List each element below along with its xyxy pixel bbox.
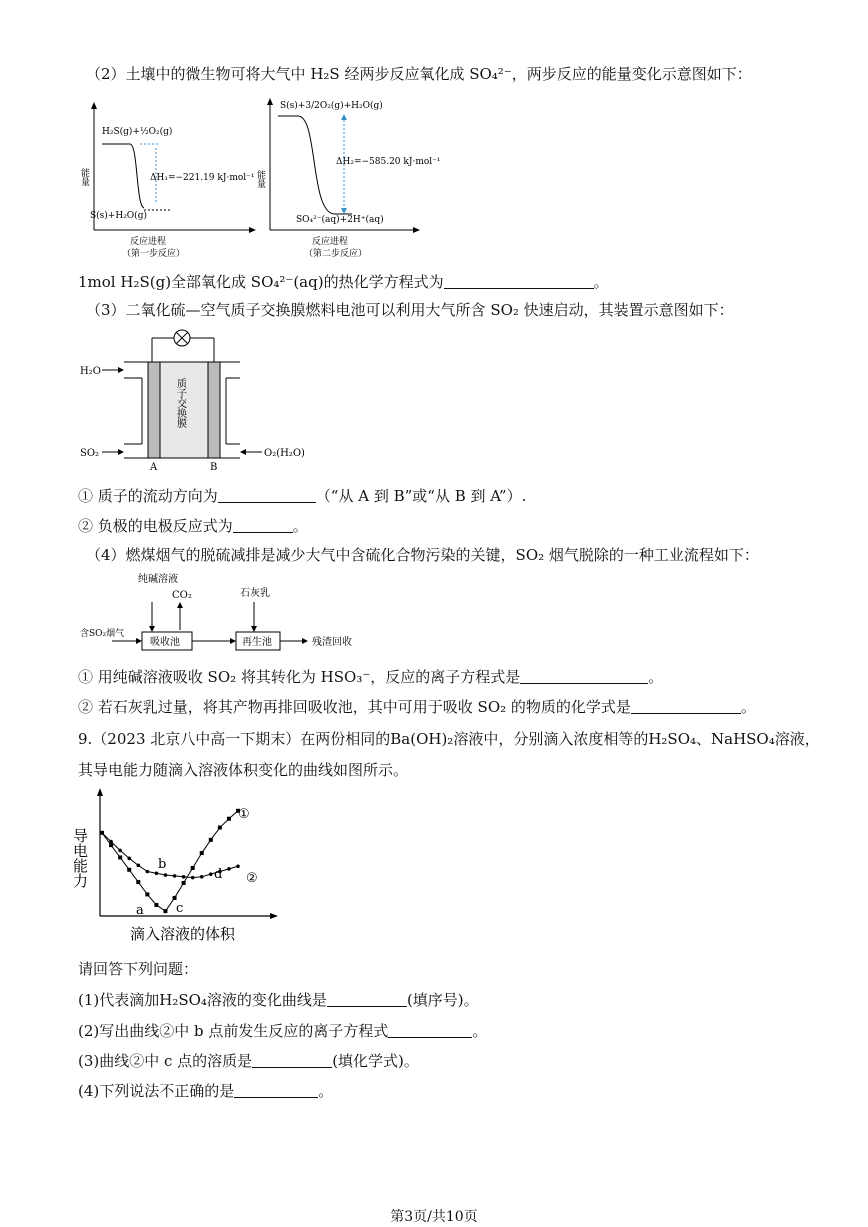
q8-part3-q2 xyxy=(78,516,308,536)
q9-intro-line2: 其导电能力随滴入溶液体积变化的曲线如图所示。 xyxy=(78,761,409,779)
series-1-point xyxy=(163,909,167,913)
q8-part3-q1 xyxy=(78,486,526,506)
answer-blank[interactable] xyxy=(218,486,316,503)
answer-blank[interactable] xyxy=(327,990,407,1007)
series-2-point xyxy=(200,875,204,879)
diag2-xlabel-step: （第二步反应） xyxy=(304,249,368,259)
point-c-label: c xyxy=(176,901,184,916)
diag1-bottom-label: S(s)+H₂O(g) xyxy=(90,211,147,221)
chart-ylabel: 导电能力 xyxy=(71,828,89,888)
diag2-ylabel: 能量 xyxy=(255,170,265,188)
period: 。 xyxy=(318,1082,334,1100)
series-1-point xyxy=(182,881,186,885)
series-2-point xyxy=(146,870,150,874)
flow-lime-label: 石灰乳 xyxy=(240,588,270,599)
series-1-point xyxy=(127,868,131,872)
cell-o2-label: O₂(H₂O) xyxy=(264,448,305,459)
q8-part2-question xyxy=(78,272,609,292)
point-a-label: a xyxy=(136,903,144,918)
series-1-point xyxy=(209,838,213,842)
cell-so2-label: SO₂ xyxy=(80,448,100,459)
q8-part4-intro: （4）燃煤烟气的脱硫减排是减少大气中含硫化合物污染的关键，SO₂ 烟气脱除的一种工业流程如下： xyxy=(86,546,759,564)
q8-part3-q1-hint: （“从 A 到 B”或“从 B 到 A”）. xyxy=(315,487,527,505)
series-2-point xyxy=(109,840,113,844)
chart-x-axis-arrow xyxy=(270,913,278,919)
series-2-point xyxy=(136,864,140,868)
q8-part3-q2-text: ② 负极的电极反应式为 xyxy=(78,517,233,535)
series-1-point xyxy=(109,843,113,847)
series-1-point xyxy=(191,866,195,870)
series-1-point xyxy=(136,880,140,884)
q9-sub3-hint: (填化学式)。 xyxy=(332,1052,419,1070)
period: 。 xyxy=(648,668,664,686)
cell-h2o-label: H₂O xyxy=(80,366,101,377)
flow-out-label: 残渣回收 xyxy=(312,637,352,648)
series-2-point xyxy=(209,872,213,876)
q9-ask: 请回答下列问题： xyxy=(78,960,199,978)
series-1-point xyxy=(118,855,122,859)
q9-sub4-text: (4)下列说法不正确的是 xyxy=(78,1082,235,1100)
diag1-delta: ΔH₁=−221.19 kJ·mol⁻¹ xyxy=(150,173,255,183)
flow-soda-label: 纯碱溶液 xyxy=(138,574,178,585)
point-d-label: d xyxy=(214,867,223,882)
cell-membrane-label: 质子交换膜 xyxy=(174,378,186,428)
diag1-xlabel: 反应进程 xyxy=(130,237,167,247)
q8-part4-q1 xyxy=(78,667,663,687)
q8-part3-q1-text: ① 质子的流动方向为 xyxy=(78,487,218,505)
series-2-point xyxy=(173,874,177,878)
electrode-a-label: A xyxy=(150,462,158,473)
series-2-point xyxy=(155,871,159,875)
period: 。 xyxy=(472,1022,488,1040)
q9-sub4 xyxy=(78,1081,333,1101)
period: 。 xyxy=(593,273,609,291)
period: 。 xyxy=(292,517,308,535)
chart-y-axis-arrow xyxy=(97,788,103,796)
flow-co2-label: CO₂ xyxy=(172,590,192,601)
q8-part4-q2-text: ② 若石灰乳过量，将其产物再排回吸收池，其中可用于吸收 SO₂ 的物质的化学式是 xyxy=(78,698,631,716)
answer-blank[interactable] xyxy=(234,1081,318,1098)
q8-part2-intro: （2）土壤中的微生物可将大气中 H₂S 经两步反应氧化成 SO₄²⁻，两步反应的能量变化示意图如下： xyxy=(86,65,752,83)
q9-sub2 xyxy=(78,1021,487,1041)
energy-diagram-step2 xyxy=(255,94,441,266)
series-line-1 xyxy=(102,811,238,911)
conductivity-chart xyxy=(71,786,278,946)
energy-diagram-step1 xyxy=(80,98,260,266)
q9-intro-line1: 9.（2023 北京八中高一下期末）在两份相同的Ba(OH)₂溶液中，分别滴入浓度相等的H₂SO₄、NaHSO₄溶液， xyxy=(78,730,820,748)
series-2-point xyxy=(236,864,240,868)
series-1-point xyxy=(145,892,149,896)
q9-sub1 xyxy=(78,990,479,1010)
flow-absorber-label: 吸收池 xyxy=(150,637,180,648)
diag2-bottom-label: SO₄²⁻(aq)+2H⁺(aq) xyxy=(296,215,384,225)
q8-part2-question-text: 1mol H₂S(g)全部氧化成 SO₄²⁻(aq)的热化学方程式为 xyxy=(78,273,444,291)
series-2-point xyxy=(100,831,104,835)
series-1-point xyxy=(218,826,222,830)
desulfurization-flow-diagram xyxy=(76,572,376,652)
series-2-point xyxy=(118,849,122,853)
series-1-label: ① xyxy=(238,807,250,822)
q9-sub2-text: (2)写出曲线②中 b 点前发生反应的离子方程式 xyxy=(78,1022,389,1040)
diag2-delta: ΔH₂=−585.20 kJ·mol⁻¹ xyxy=(336,157,441,167)
answer-blank[interactable] xyxy=(631,697,741,714)
diag1-top-label: H₂S(g)+½O₂(g) xyxy=(102,127,173,137)
diag1-ylabel: 能量 xyxy=(79,168,89,186)
q8-part4-q1-text: ① 用纯碱溶液吸收 SO₂ 将其转化为 HSO₃⁻，反应的离子方程式是 xyxy=(78,668,521,686)
series-1-point xyxy=(227,817,231,821)
period: 。 xyxy=(740,698,756,716)
series-2-point xyxy=(227,867,231,871)
answer-blank[interactable] xyxy=(520,667,648,684)
point-b-label: b xyxy=(158,857,167,872)
series-1-point xyxy=(200,851,204,855)
answer-blank[interactable] xyxy=(233,516,293,533)
page-footer: 第3页/共10页 xyxy=(390,1209,478,1225)
series-1-point xyxy=(154,903,158,907)
series-2-point xyxy=(127,857,131,861)
series-2-label: ② xyxy=(246,871,258,886)
series-2-point xyxy=(191,876,195,880)
flow-regen-label: 再生池 xyxy=(242,637,272,648)
answer-blank[interactable] xyxy=(388,1021,472,1038)
q9-sub1-text: (1)代表滴加H₂SO₄溶液的变化曲线是 xyxy=(78,991,327,1009)
series-1-point xyxy=(173,896,177,900)
chart-xlabel: 滴入溶液的体积 xyxy=(130,925,236,943)
flow-feed-label: 含SO₂烟气 xyxy=(80,629,125,639)
answer-blank[interactable] xyxy=(444,272,594,289)
q9-sub3 xyxy=(78,1051,419,1071)
diag2-xlabel: 反应进程 xyxy=(312,237,349,247)
series-2-point xyxy=(164,873,168,877)
electrode-b-label: B xyxy=(210,462,218,473)
diag1-xlabel-step: （第一步反应） xyxy=(122,249,186,259)
q9-sub3-text: (3)曲线②中 c 点的溶质是 xyxy=(78,1052,253,1070)
diag2-top-label: S(s)+3/2O₂(g)+H₂O(g) xyxy=(280,101,383,111)
answer-blank[interactable] xyxy=(252,1051,332,1068)
q9-sub1-hint: (填序号)。 xyxy=(406,991,479,1009)
q8-part4-q2 xyxy=(78,697,756,717)
fuel-cell-diagram xyxy=(76,326,305,476)
series-2-point xyxy=(182,875,186,879)
q8-part3-intro: （3）二氧化硫—空气质子交换膜燃料电池可以利用大气所含 SO₂ 快速启动，其装置示意图如下： xyxy=(86,301,734,319)
